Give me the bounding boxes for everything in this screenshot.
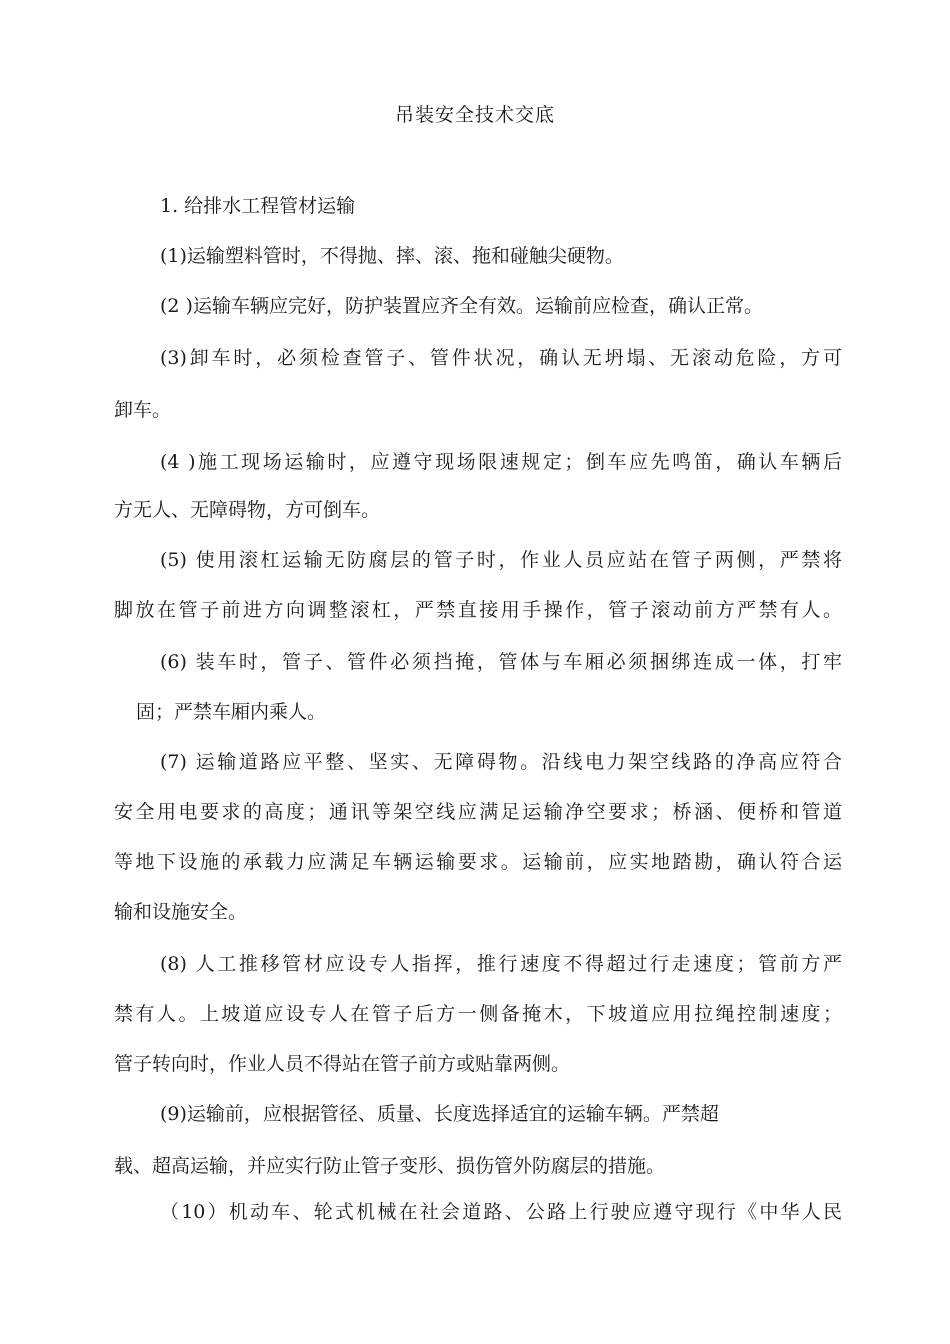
paragraph-line: 等地下设施的承载力应满足车辆运输要求。运输前，应实地踏勘，确认符合运 [114,851,842,873]
paragraph-line: (6) 装车时，管子、管件必须挡掩，管体与车厢必须捆绑连成一体，打牢 [160,651,842,673]
paragraph-line: 输和设施安全。 [114,901,248,923]
paragraph-line: (2 )运输车辆应完好，防护装置应齐全有效。运输前应检查，确认正常。 [160,295,763,317]
paragraph-line: (9)运输前，应根据管径、质量、长度选择适宜的运输车辆。严禁超 [160,1103,719,1125]
paragraph-line: 卸车。 [114,399,172,421]
paragraph-line: 载、超高运输，并应实行防止管子变形、损伤管外防腐层的措施。 [114,1155,666,1177]
paragraph-line: (3)卸车时，必须检查管子、管件状况，确认无坍塌、无滚动危险，方可 [160,347,842,369]
paragraph-line: 禁有人。上坡道应设专人在管子后方一侧备掩木，下坡道应用拉绳控制速度； [114,1003,842,1025]
paragraph-line: (4 )施工现场运输时，应遵守现场限速规定；倒车应先鸣笛，确认车辆后 [160,451,842,473]
paragraph-line: (5) 使用滚杠运输无防腐层的管子时，作业人员应站在管子两侧，严禁将 [160,549,842,571]
paragraph-line: (7) 运输道路应平整、坚实、无障碍物。沿线电力架空线路的净高应符合 [160,751,842,773]
paragraph-line: （10）机动车、轮式机械在社会道路、公路上行驶应遵守现行《中华人民 [160,1201,842,1223]
section-heading: 1. 给排水工程管材运输 [160,195,356,217]
paragraph-line: 管子转向时，作业人员不得站在管子前方或贴靠两侧。 [114,1053,571,1075]
document-title: 吊装安全技术交底 [394,104,555,126]
paragraph-line: 方无人、无障碍物，方可倒车。 [114,499,381,521]
paragraph-line: (1)运输塑料管时，不得抛、摔、滚、拖和碰触尖硬物。 [160,245,624,267]
paragraph-line: (8) 人工推移管材应设专人指挥，推行速度不得超过行走速度；管前方严 [160,953,842,975]
paragraph-line: 脚放在管子前进方向调整滚杠，严禁直接用手操作，管子滚动前方严禁有人。 [114,599,842,621]
paragraph-line: 固；严禁车厢内乘人。 [136,701,327,723]
paragraph-line: 安全用电要求的高度；通讯等架空线应满足运输净空要求；桥涵、便桥和管道 [114,801,842,823]
